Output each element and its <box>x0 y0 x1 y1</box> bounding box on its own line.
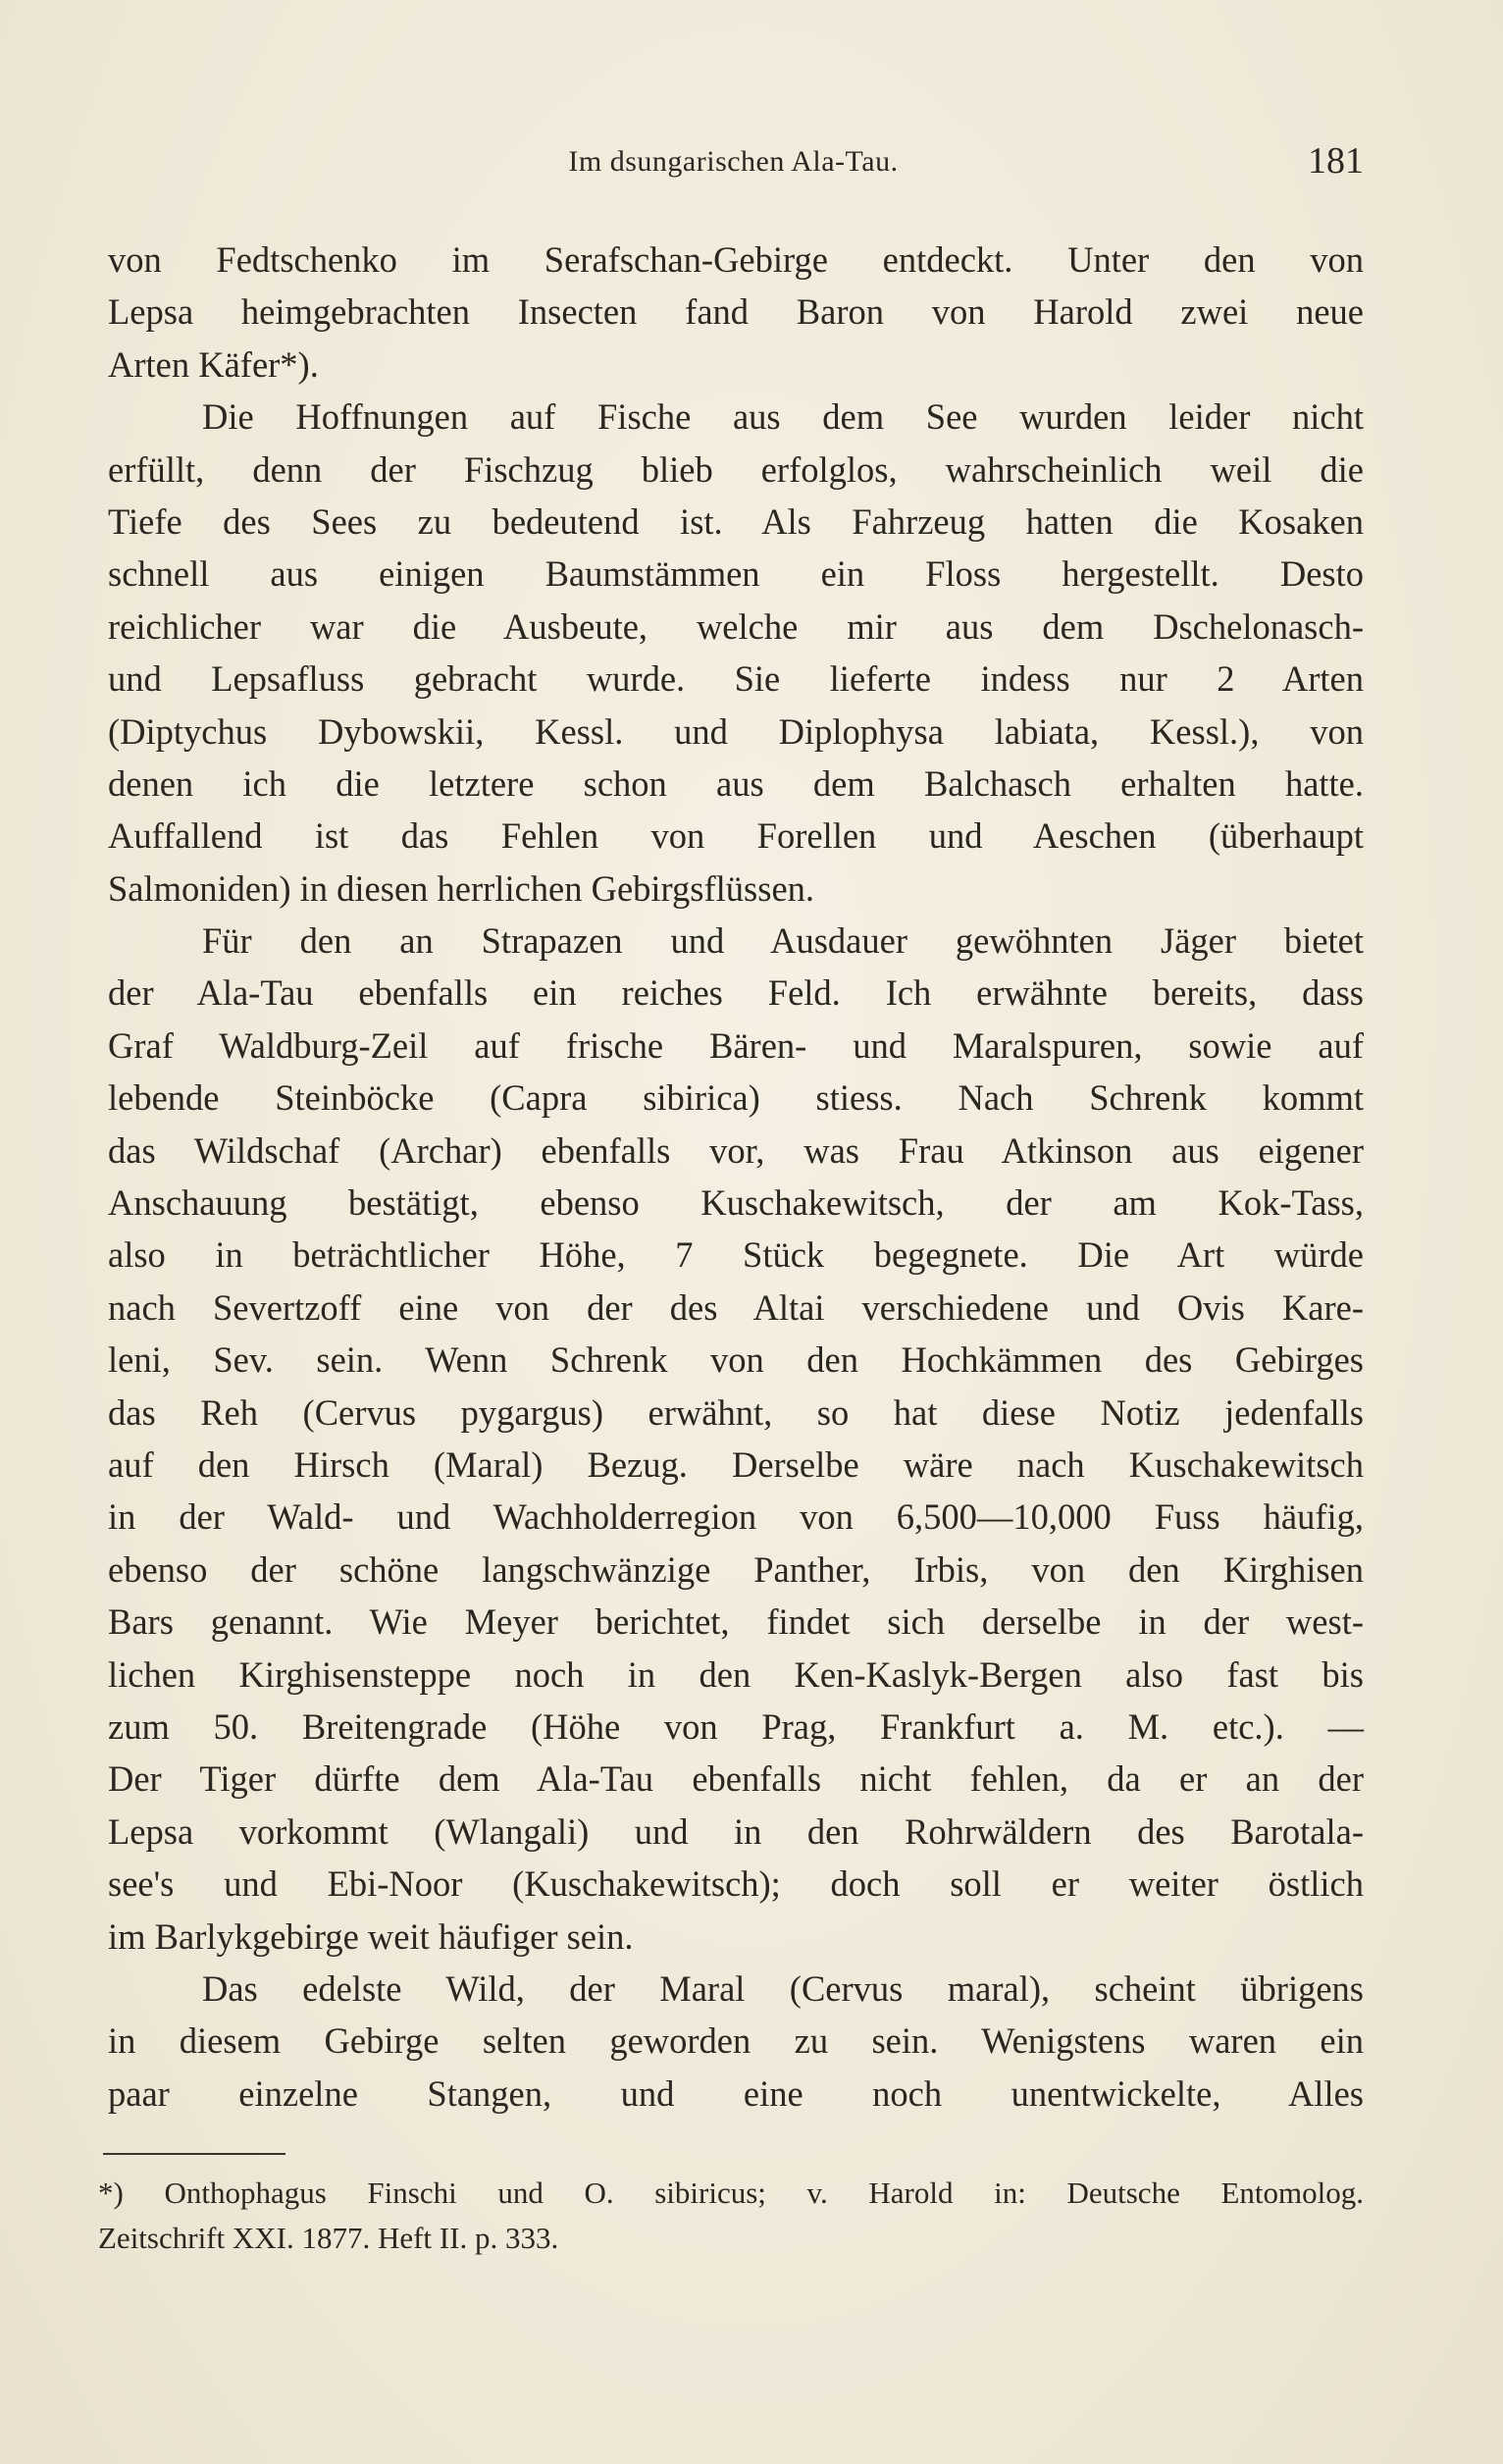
text-line: in der Wald- und Wachholderregion von 6,500—10,000 Fuss häufig, <box>108 1496 1364 1538</box>
text-line: in diesem Gebirge selten geworden zu sein. Wenigstens waren ein <box>108 2020 1364 2062</box>
footnote-divider <box>103 2153 285 2155</box>
paragraph <box>108 915 1364 1963</box>
text-line: Die Hoffnungen auf Fische aus dem See wurden leider nicht <box>202 396 1364 438</box>
text-line: Arten Käfer*). <box>108 343 319 385</box>
body-text <box>108 234 1364 2120</box>
text-line: Bars genannt. Wie Meyer berichtet, findet sich derselbe in der west- <box>108 1601 1364 1643</box>
text-line: und Lepsafluss gebracht wurde. Sie lieferte indess nur 2 Arten <box>108 658 1364 700</box>
text-line: schnell aus einigen Baumstämmen ein Floss hergestellt. Desto <box>108 553 1364 595</box>
paragraph <box>108 234 1364 391</box>
text-line: reichlicher war die Ausbeute, welche mir aus dem Dschelonasch- <box>108 605 1364 647</box>
text-line: im Barlykgebirge weit häufiger sein. <box>108 1915 634 1957</box>
footnote-line: *) Onthophagus Finschi und O. sibiricus; v. Harold in: Deutsche Entomolog. <box>98 2176 1364 2210</box>
text-line: Graf Waldburg-Zeil auf frische Bären- und Maralspuren, sowie auf <box>108 1024 1364 1066</box>
text-line: der Ala-Tau ebenfalls ein reiches Feld. Ich erwähnte bereits, dass <box>108 972 1364 1014</box>
text-line: Tiefe des Sees zu bedeutend ist. Als Fahrzeug hatten die Kosaken <box>108 500 1364 542</box>
text-line: ebenso der schöne langschwänzige Panther, Irbis, von den Kirghisen <box>108 1548 1364 1590</box>
text-line: also in beträchtlicher Höhe, 7 Stück begegnete. Die Art würde <box>108 1234 1364 1276</box>
text-line: zum 50. Breitengrade (Höhe von Prag, Frankfurt a. M. etc.). — <box>108 1705 1364 1747</box>
text-line: das Reh (Cervus pygargus) erwähnt, so hat diese Notiz jedenfalls <box>108 1391 1364 1433</box>
text-line: von Fedtschenko im Serafschan-Gebirge entdeckt. Unter den von <box>108 239 1364 280</box>
text-line: das Wildschaf (Archar) ebenfalls vor, was Frau Atkinson aus eigener <box>108 1129 1364 1171</box>
text-line: Anschauung bestätigt, ebenso Kuschakewitsch, der am Kok-Tass, <box>108 1182 1364 1224</box>
page-header <box>103 139 1364 188</box>
page-number: 181 <box>1308 140 1364 182</box>
text-line: see's und Ebi-Noor (Kuschakewitsch); doch soll er weiter östlich <box>108 1863 1364 1905</box>
text-line: Der Tiger dürfte dem Ala-Tau ebenfalls nicht fehlen, da er an der <box>108 1758 1364 1800</box>
text-line: auf den Hirsch (Maral) Bezug. Derselbe wäre nach Kuschakewitsch <box>108 1443 1364 1485</box>
text-line: Für den an Strapazen und Ausdauer gewöhnten Jäger bietet <box>202 920 1364 962</box>
text-line: leni, Sev. sein. Wenn Schrenk von den Hochkämmen des Gebirges <box>108 1339 1364 1381</box>
text-line: nach Severtzoff eine von der des Altai verschiedene und Ovis Kare- <box>108 1286 1364 1328</box>
text-line: lichen Kirghisensteppe noch in den Ken-Kaslyk-Bergen also fast bis <box>108 1653 1364 1695</box>
footnote-line: Zeitschrift XXI. 1877. Heft II. p. 333. <box>98 2221 559 2255</box>
text-line: Salmoniden) in diesen herrlichen Gebirgsflüssen. <box>108 867 815 909</box>
text-line: Lepsa heimgebrachten Insecten fand Baron von Harold zwei neue <box>108 291 1364 333</box>
running-title: Im dsungarischen Ala-Tau. <box>568 145 899 178</box>
text-line: Auffallend ist das Fehlen von Forellen und Aeschen (überhaupt <box>108 815 1364 857</box>
text-line: lebende Steinböcke (Capra sibirica) stiess. Nach Schrenk kommt <box>108 1077 1364 1119</box>
text-line: paar einzelne Stangen, und eine noch unentwickelte, Alles <box>108 2072 1364 2114</box>
text-line: Das edelste Wild, der Maral (Cervus maral), scheint übrigens <box>202 1967 1364 2009</box>
paragraph <box>108 391 1364 915</box>
text-line: denen ich die letztere schon aus dem Balchasch erhalten hatte. <box>108 762 1364 804</box>
text-line: (Diptychus Dybowskii, Kessl. und Diplophysa labiata, Kessl.), von <box>108 710 1364 752</box>
text-line: Lepsa vorkommt (Wlangali) und in den Rohrwäldern des Barotala- <box>108 1810 1364 1852</box>
text-line: erfüllt, denn der Fischzug blieb erfolglos, wahrscheinlich weil die <box>108 448 1364 490</box>
paragraph <box>108 1963 1364 2120</box>
footnote <box>98 2171 1364 2261</box>
